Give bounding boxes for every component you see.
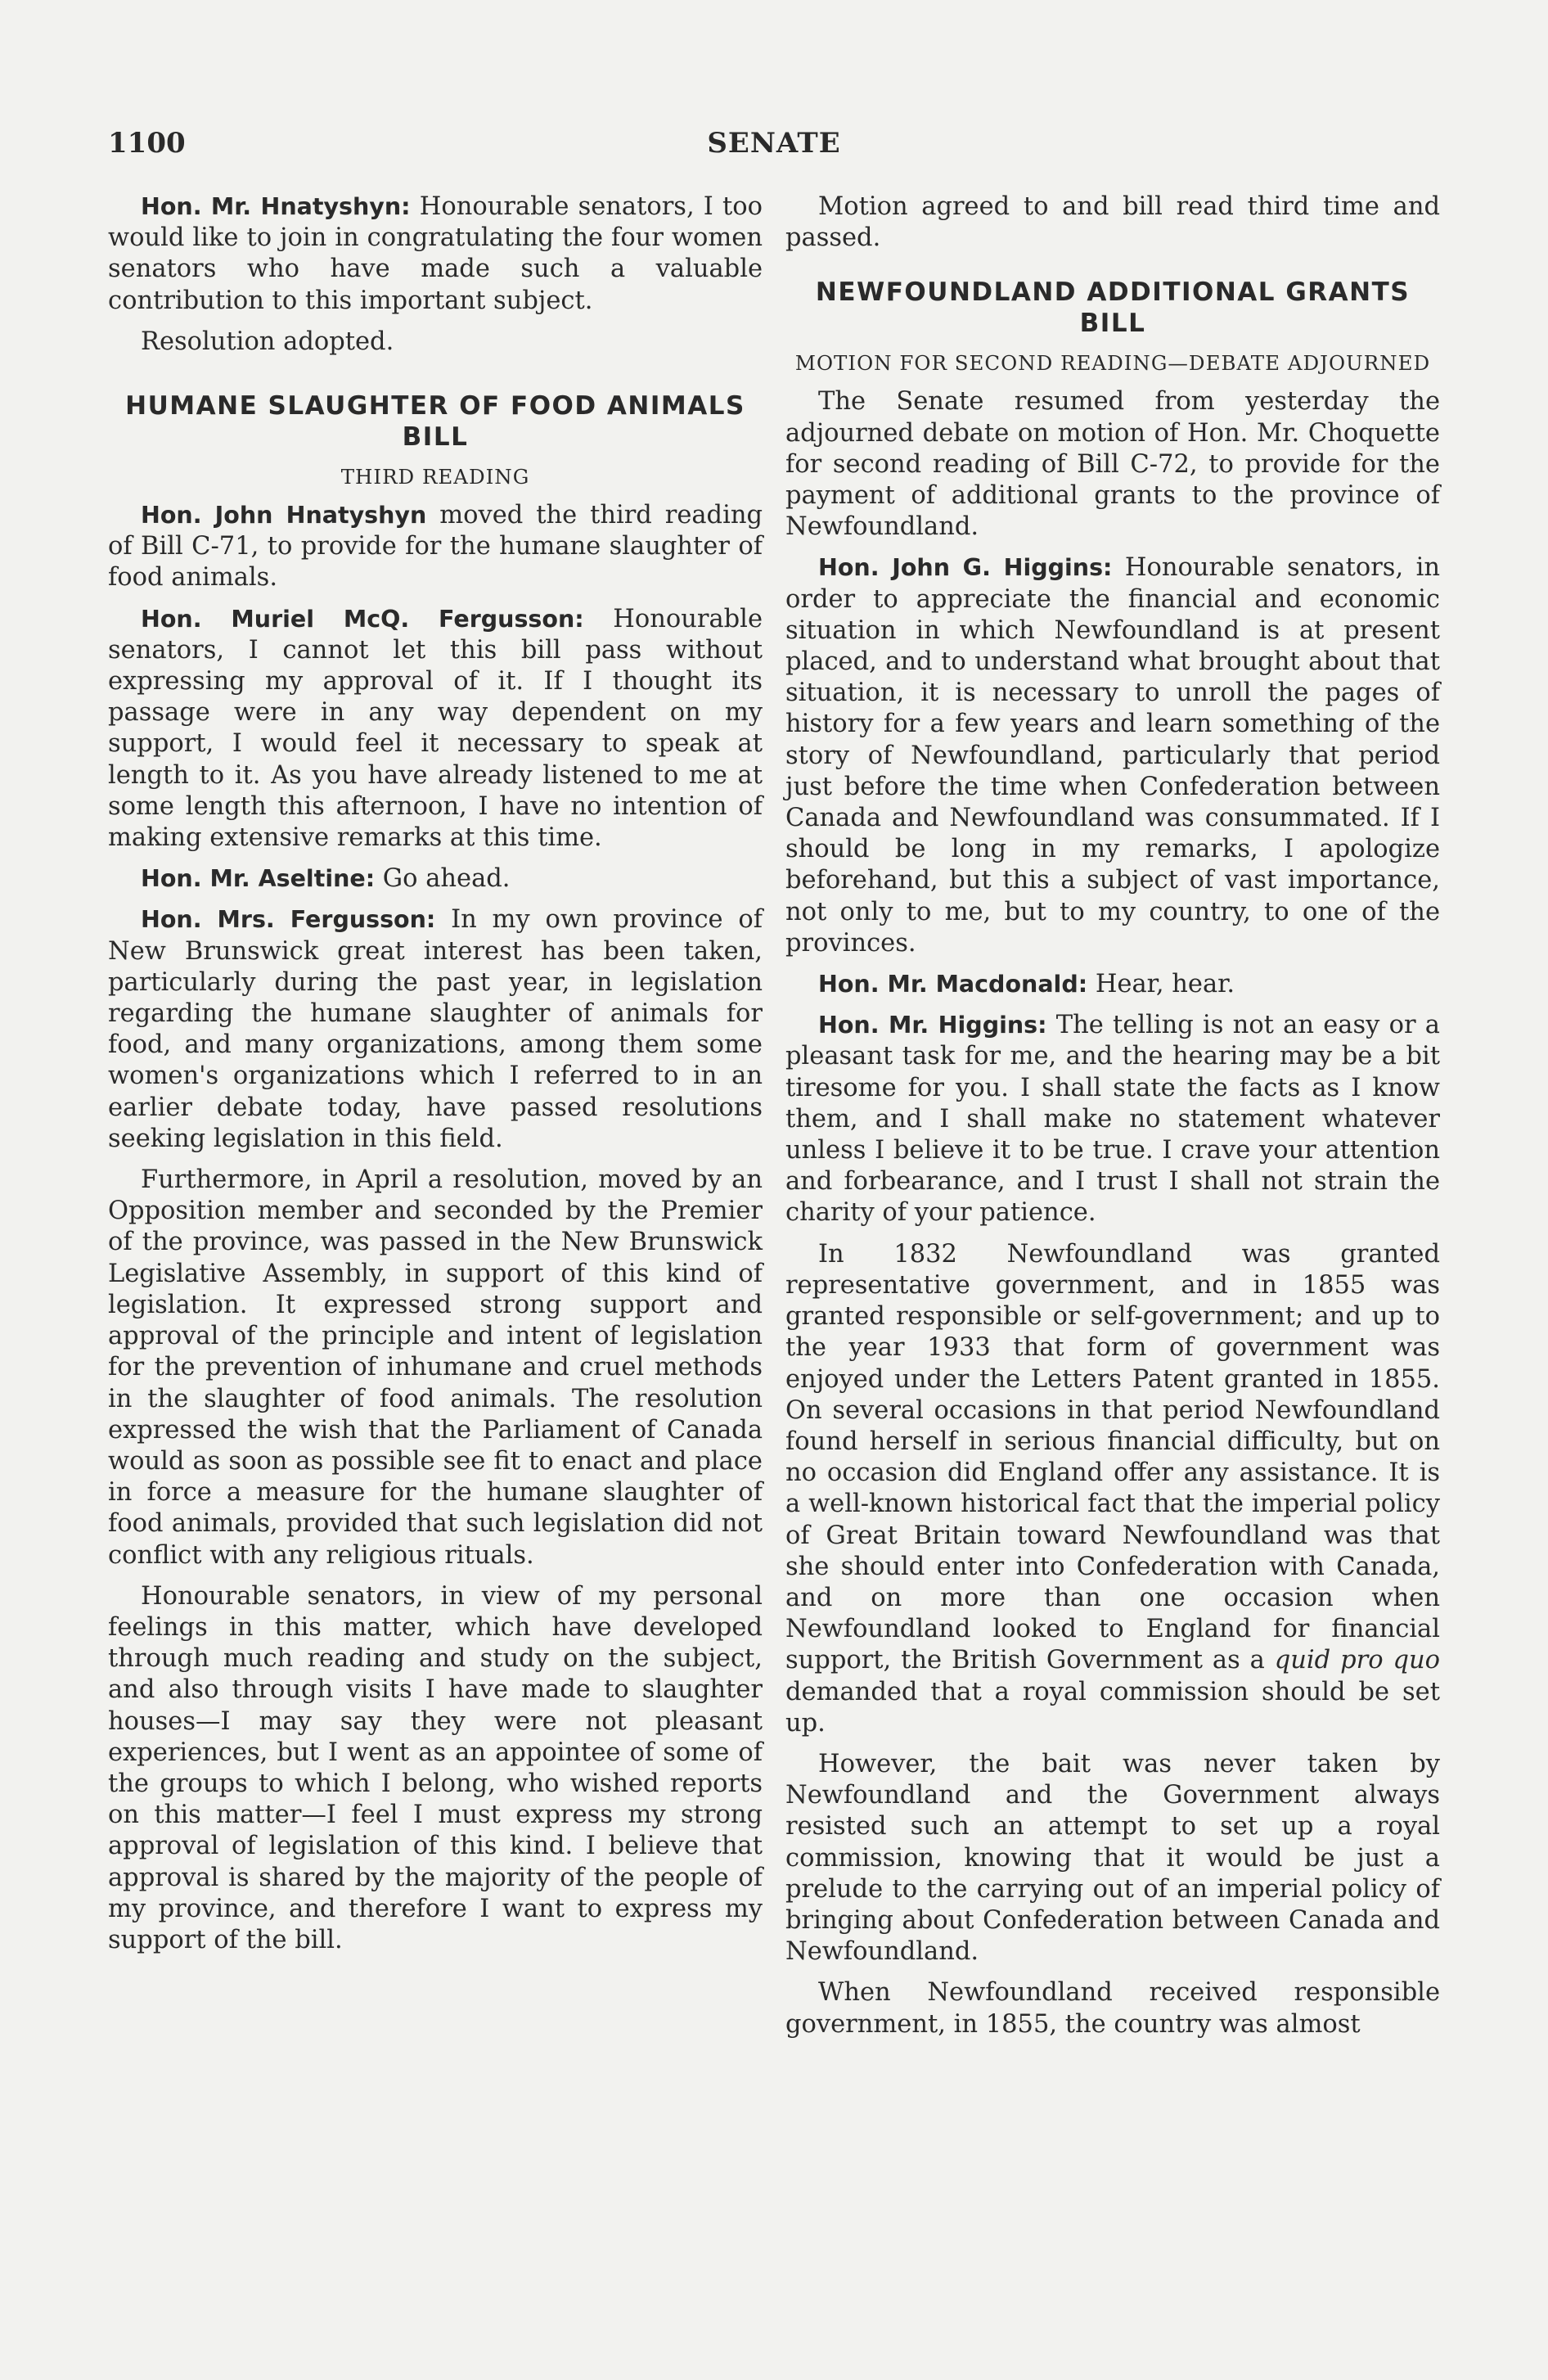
paragraph — [108, 863, 763, 895]
paragraph — [785, 386, 1440, 543]
paragraph — [108, 1581, 763, 1956]
paragraph-text: In 1832 Newfoundland was granted representative government, and in 1855 was granted responsible or self-government; and up to the year 1933 that form of government was enjoyed under the Letters Patent granted in 1855. On several occasions in that period Newfoundland found herself in serious financial difficulty, but on no occasion did England offer any assistance. It is a well-known historical fact that the imperial policy of Great Britain toward Newfoundland was that she should enter into Confederation with Canada, and on more than one occasion when Newfoundland looked to England for financial support, the British Government as a — [785, 1239, 1440, 1675]
speaker-name: Hon. Mr. Aseltine: — [141, 865, 376, 893]
paragraph — [785, 1010, 1440, 1228]
section-subheading: MOTION FOR SECOND READING—DEBATE ADJOURNED — [794, 351, 1431, 376]
paragraph — [785, 1977, 1440, 2040]
paragraph — [108, 500, 763, 594]
paragraph-text: Furthermore, in April a resolution, moved by an Opposition member and seconded by the Premier of the province, was passed in the New Brunswick Legislative Assembly, in support of this kind of legislation. It expressed strong support and approval of the principle and intent of legislation for the prevention of inhumane and cruel methods in the slaughter of food animals. The resolution expressed the wish that the Parliament of Canada would as soon as possible see fit to enact and place in force a measure for the humane slaughter of food animals, provided that such legislation did not conflict with any religious rituals. — [108, 1165, 763, 1570]
paragraph — [108, 192, 763, 317]
paragraph-text: Hear, hear. — [1087, 970, 1235, 999]
speaker-name: Hon. Mr. Hnatyshyn: — [141, 193, 411, 220]
paragraph — [108, 904, 763, 1155]
speaker-name: Hon. Muriel McQ. Fergusson: — [141, 605, 584, 633]
running-head: SENATE — [707, 127, 841, 160]
speaker-name: Hon. Mr. Higgins: — [818, 1012, 1047, 1039]
section-heading: HUMANE SLAUGHTER OF FOOD ANIMALS BILL — [125, 391, 745, 453]
paragraph-text: Resolution adopted. — [141, 327, 394, 356]
paragraph — [108, 327, 763, 358]
paragraph — [785, 1239, 1440, 1739]
section-heading: NEWFOUNDLAND ADDITIONAL GRANTS BILL — [815, 277, 1411, 339]
speaker-name: Hon. John G. Higgins: — [818, 554, 1113, 582]
paragraph-text: Honourable senators, I too would like to join in congratulating the four women senators who have made such a valuable contribution to this important subject. — [108, 192, 763, 315]
paragraph — [785, 1749, 1440, 1968]
paragraph-text: Motion agreed to and bill read third time and passed. — [785, 192, 1440, 253]
paragraph-text: In my own province of New Brunswick great interest has been taken, particularly during the past year, in legislation regarding the humane slaughter of animals for food, and many organizations, among them some women's organizations which I referred to in an earlier debate today, have passed resolutions seeking legislation in this field. — [108, 905, 763, 1153]
paragraph-text: Honourable senators, in order to appreciate the financial and economic situation in which Newfoundland is at present placed, and to understand what brought about that situation, it is necessary to unroll the pages of history for a few years and learn something of the story of Newfoundland, particularly that period just before the time when Confederation between Canada and Newfoundland was consummated. If I should be long in my remarks, I apologize beforehand, but this a subject of vast importance, not only to me, but to my country, to one of the provinces. — [785, 553, 1440, 958]
paragraph — [785, 552, 1440, 959]
right-column — [785, 192, 1440, 2050]
section-subheading: THIRD READING — [340, 465, 530, 489]
paragraph — [785, 969, 1440, 1000]
paragraph — [108, 604, 763, 854]
paragraph-text: Honourable senators, in view of my personal feelings in this matter, which have developed through much reading and study on the subject, and also through visits I have made to slaughter houses—I may say they were not pleasant experiences, but I went as an appointee of some of the groups to which I belong, who wished reports on this matter—I feel I must express my strong approval of legislation of this kind. I believe that approval is shared by the majority of the people of my province, and therefore I want to express my support of the bill. — [108, 1581, 763, 1954]
speaker-name: Hon. Mrs. Fergusson: — [141, 906, 436, 934]
left-column — [108, 192, 763, 1966]
speaker-name: Hon. John Hnatyshyn — [141, 502, 427, 530]
paragraph-text: However, the bait was never taken by Newfoundland and the Government always resisted such an attempt to set up a royal commission, knowing that it would be just a prelude to the carrying out of an imperial policy of bringing about Confederation between Canada and Newfoundland. — [785, 1749, 1440, 1967]
paragraph-text: The telling is not an easy or a pleasant task for me, and the hearing may be a bit tiresome for you. I shall state the facts as I know them, and I shall make no statement whatever unless I believe it to be true. I crave your attention and forbearance, and I trust I shall not strain the charity of your patience. — [785, 1011, 1440, 1228]
paragraph-text: The Senate resumed from yesterday the adjourned debate on motion of Hon. Mr. Choquette for second reading of Bill C-72, to provide for the payment of additional grants to the province of Newfoundland. — [785, 387, 1440, 542]
speaker-name: Hon. Mr. Macdonald: — [818, 971, 1088, 998]
italic-phrase: quid pro quo — [1274, 1646, 1440, 1675]
paragraph-text: Honourable senators, I cannot let this bill pass without expressing my approval of it. If I thought its passage were in any way dependent on my support, I would feel it necessary to speak at length to it. As you have already listened to me at some length this afternoon, I have no intention of making extensive remarks at this time. — [108, 604, 763, 853]
paragraph-text: Go ahead. — [375, 864, 511, 894]
paragraph-text: moved the third reading of Bill C-71, to provide for the humane slaughter of food animals. — [108, 501, 763, 593]
page-number: 1100 — [108, 127, 186, 160]
paragraph-text: When Newfoundland received responsible government, in 1855, the country was almost — [785, 1978, 1440, 2039]
paragraph — [785, 192, 1440, 254]
page-header — [0, 127, 1548, 168]
paragraph — [108, 1165, 763, 1571]
paragraph-text: demanded that a royal commission should be set up. — [785, 1677, 1440, 1738]
